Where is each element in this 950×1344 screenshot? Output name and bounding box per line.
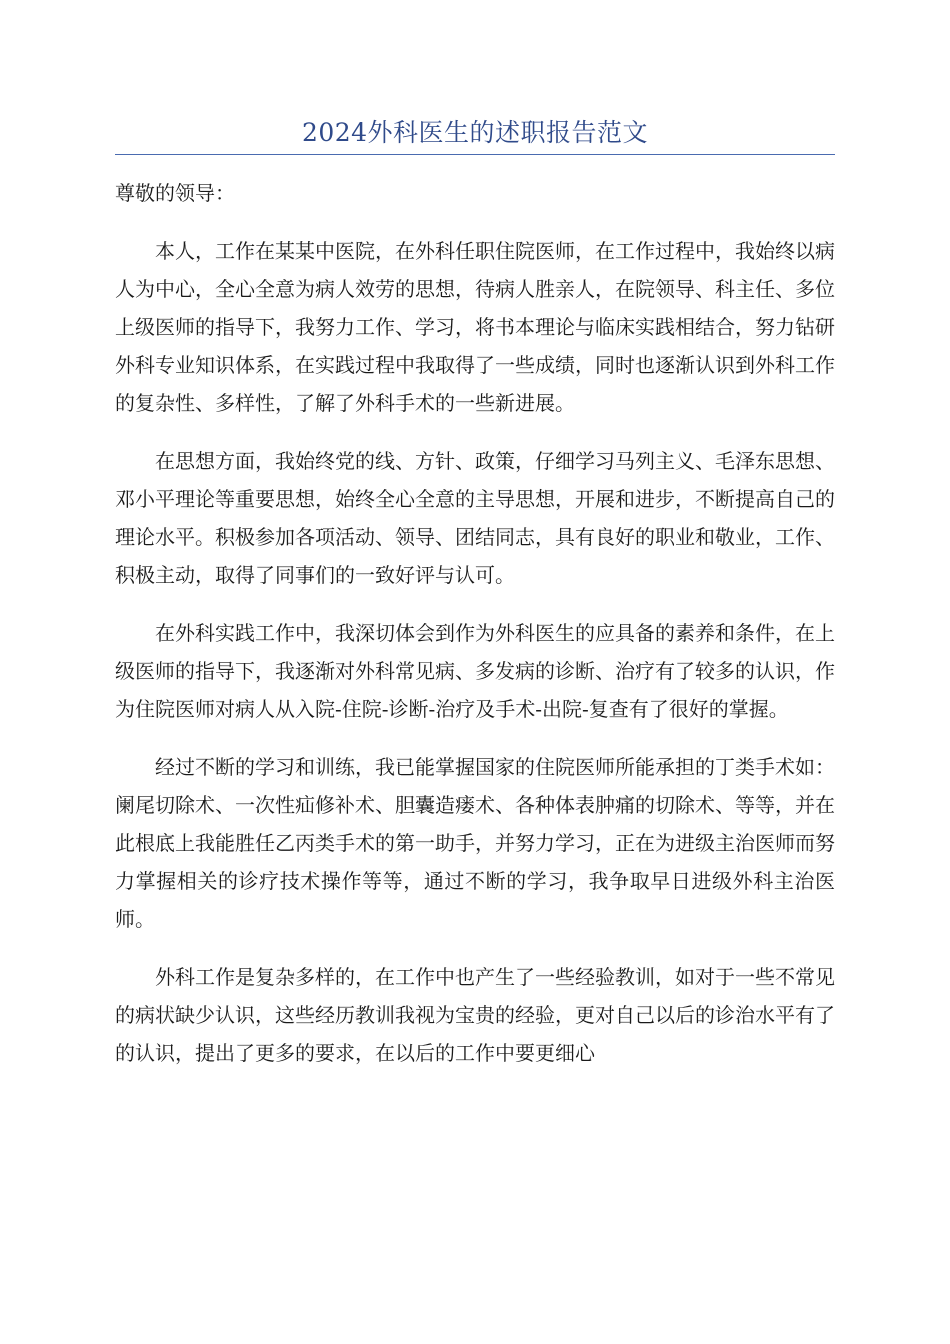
paragraph-3: 在外科实践工作中，我深切体会到作为外科医生的应具备的素养和条件，在上级医师的指导下，我逐渐对外科常见病、多发病的诊断、治疗有了较多的认识，作为住院医师对病人从入院-住院-诊断-治疗及手术-出院-复查有了很好的掌握。 [115,621,835,721]
paragraph-1: 本人，工作在某某中医院，在外科任职住院医师，在工作过程中，我始终以病人为中心，全心全意为病人效劳的思想，待病人胜亲人，在院领导、科主任、多位上级医师的指导下，我努力工作、学习，将书本理论与临床实践相结合，努力钻研外科专业知识体系，在实践过程中我取得了一些成绩，同时也逐渐认识到外科工作的复杂性、多样性，了解了外科手术的一些新进展。 [115,239,835,415]
paragraph-4: 经过不断的学习和训练，我已能掌握国家的住院医师所能承担的丁类手术如：阑尾切除术、一次性疝修补术、胆囊造瘘术、各种体表肿痛的切除术、等等，并在此根底上我能胜任乙丙类手术的第一助手，并努力学习，正在为进级主治医师而努力掌握相关的诊疗技术操作等等，通过不断的学习，我争取早日进级外科主治医师。 [115,755,835,931]
title-underline [115,154,835,155]
paragraph-2: 在思想方面，我始终党的线、方针、政策，仔细学习马列主义、毛泽东思想、邓小平理论等重要思想，始终全心全意的主导思想，开展和进步，不断提高自己的理论水平。积极参加各项活动、领导、团结同志，具有良好的职业和敬业，工作、积极主动，取得了同事们的一致好评与认可。 [115,449,835,587]
document-title: 2024外科医生的述职报告范文 [301,118,649,147]
salutation: 尊敬的领导： [115,181,235,205]
document-body [115,174,835,1092]
paragraph-5: 外科工作是复杂多样的，在工作中也产生了一些经验教训，如对于一些不常见的病状缺少认识，这些经历教训我视为宝贵的经验，更对自己以后的诊治水平有了的认识，提出了更多的要求，在以后的工作中要更细心 [115,965,835,1065]
